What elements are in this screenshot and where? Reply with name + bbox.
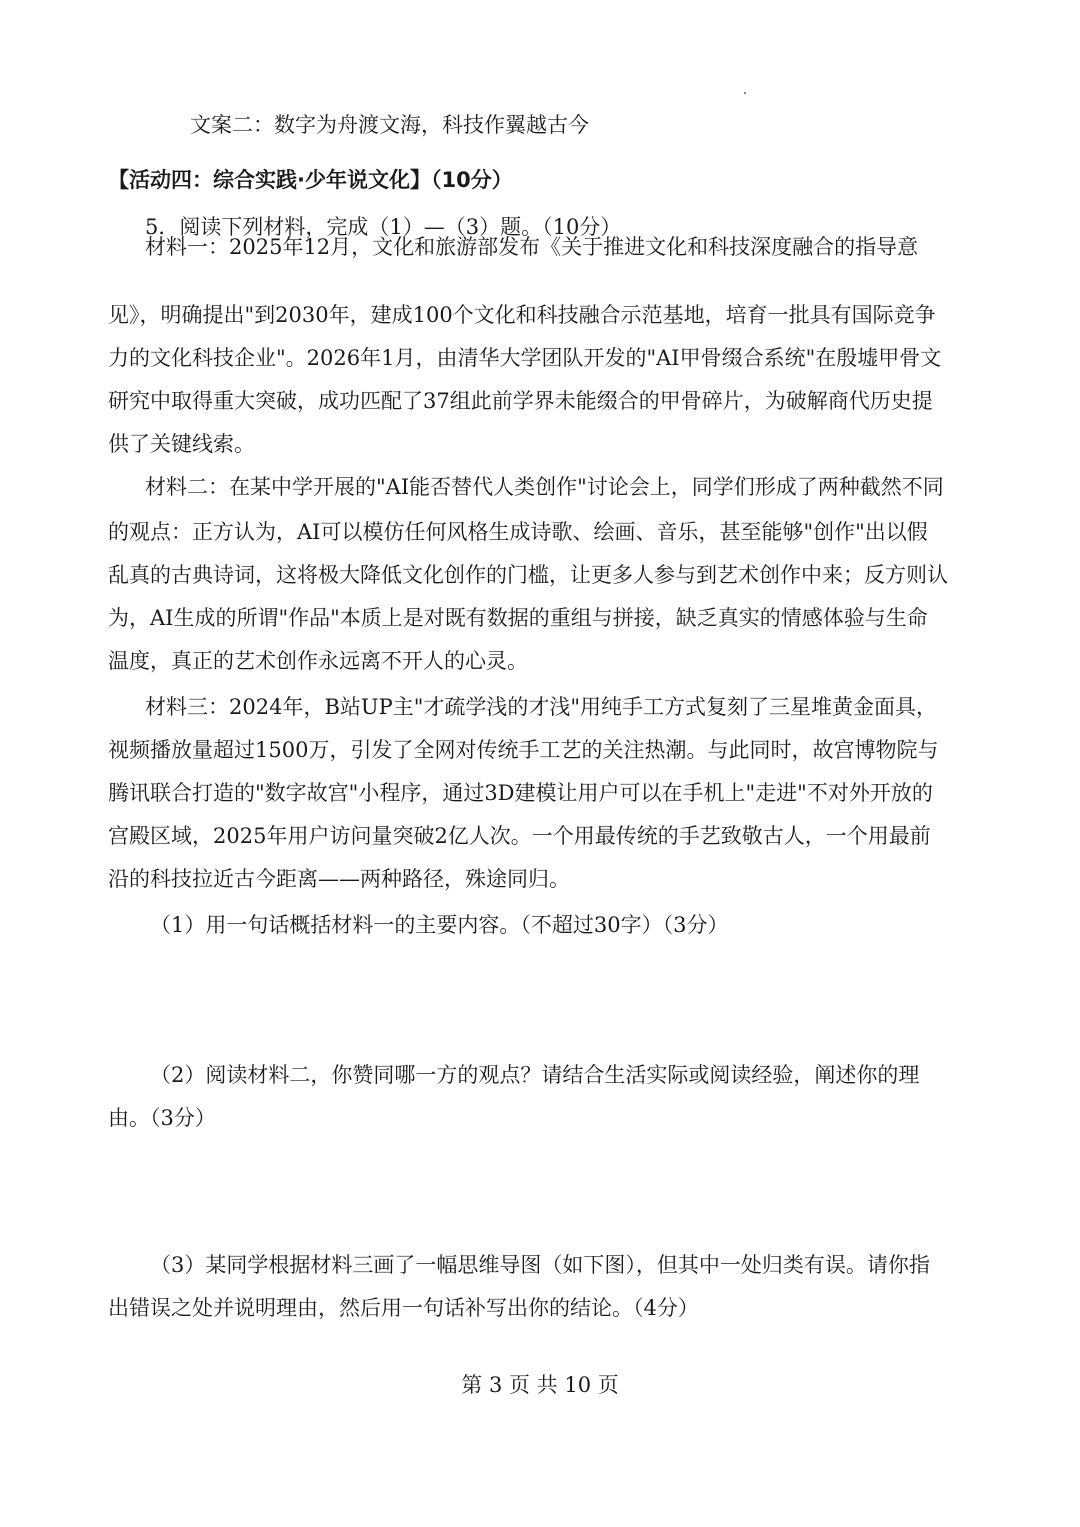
material1-line: 供了关键线索。 — [108, 432, 255, 456]
material3-line: 材料三：2024年，B站UP主"才疏学浅的才浅"用纯手工方式复刻了三星堆黄金面具， — [145, 695, 938, 719]
material2-line: 的观点：正方认为，AI可以模仿任何风格生成诗歌、绘画、音乐，甚至能够"创作"出以假 — [108, 520, 928, 544]
material2-line: 乱真的古典诗词，这将极大降低文化创作的门槛，让更多人参与到艺术创作中来；反方则认 — [108, 563, 948, 587]
material2-line: 材料二：在某中学开展的"AI能否替代人类创作"讨论会上，同学们形成了两种截然不同 — [145, 475, 944, 499]
page-footer: 第 3 页 共 10 页 — [461, 1373, 619, 1397]
section-heading: 【活动四：综合实践·少年说文化】（10分） — [108, 168, 513, 192]
question-1: （1）用一句话概括材料一的主要内容。（不超过30字）（3分） — [150, 913, 729, 937]
material3-line: 腾讯联合打造的"数字故宫"小程序，通过3D建模让用户可以在手机上"走进"不对外开放的 — [108, 781, 933, 805]
material2-line: 为，AI生成的所谓"作品"本质上是对既有数据的重组与拼接，缺乏真实的情感体验与生命 — [108, 606, 928, 630]
question-2-line: 由。（3分） — [108, 1106, 216, 1130]
top-line: 文案二：数字为舟渡文海，科技作翼越古今 — [190, 113, 589, 137]
question-intro: 5．阅读下列材料，完成（1）—（3）题。（10分） — [145, 215, 622, 239]
material3-line: 沿的科技拉近古今距离——两种路径，殊途同归。 — [108, 867, 570, 891]
material3-line: 宫殿区域，2025年用户访问量突破2亿人次。一个用最传统的手艺致敬古人，一个用最前 — [108, 824, 931, 848]
material1-line: 见》，明确提出"到2030年，建成100个文化和科技融合示范基地，培育一批具有国际竞争 — [108, 303, 936, 327]
material1-line: 力的文化科技企业"。2026年1月，由清华大学团队开发的"AI甲骨缀合系统"在殷墟甲骨文 — [108, 346, 942, 370]
question-3-line: 出错误之处并说明理由，然后用一句话补写出你的结论。（4分） — [108, 1296, 699, 1320]
material2-line: 温度，真正的艺术创作永远离不开人的心灵。 — [108, 649, 528, 673]
question-2-line: （2）阅读材料二，你赞同哪一方的观点？请结合生活实际或阅读经验，阐述你的理 — [150, 1063, 920, 1087]
question-3-line: （3）某同学根据材料三画了一幅思维导图（如下图），但其中一处归类有误。请你指 — [150, 1253, 930, 1277]
material1-line: 材料一：2025年12月，文化和旅游部发布《关于推进文化和科技深度融合的指导意 — [145, 235, 919, 259]
scan-speck — [744, 92, 746, 94]
material3-line: 视频播放量超过1500万，引发了全网对传统手工艺的关注热潮。与此同时，故宫博物院与 — [108, 738, 939, 762]
material1-line: 研究中取得重大突破，成功匹配了37组此前学界未能缀合的甲骨碎片，为破解商代历史提 — [108, 389, 933, 413]
